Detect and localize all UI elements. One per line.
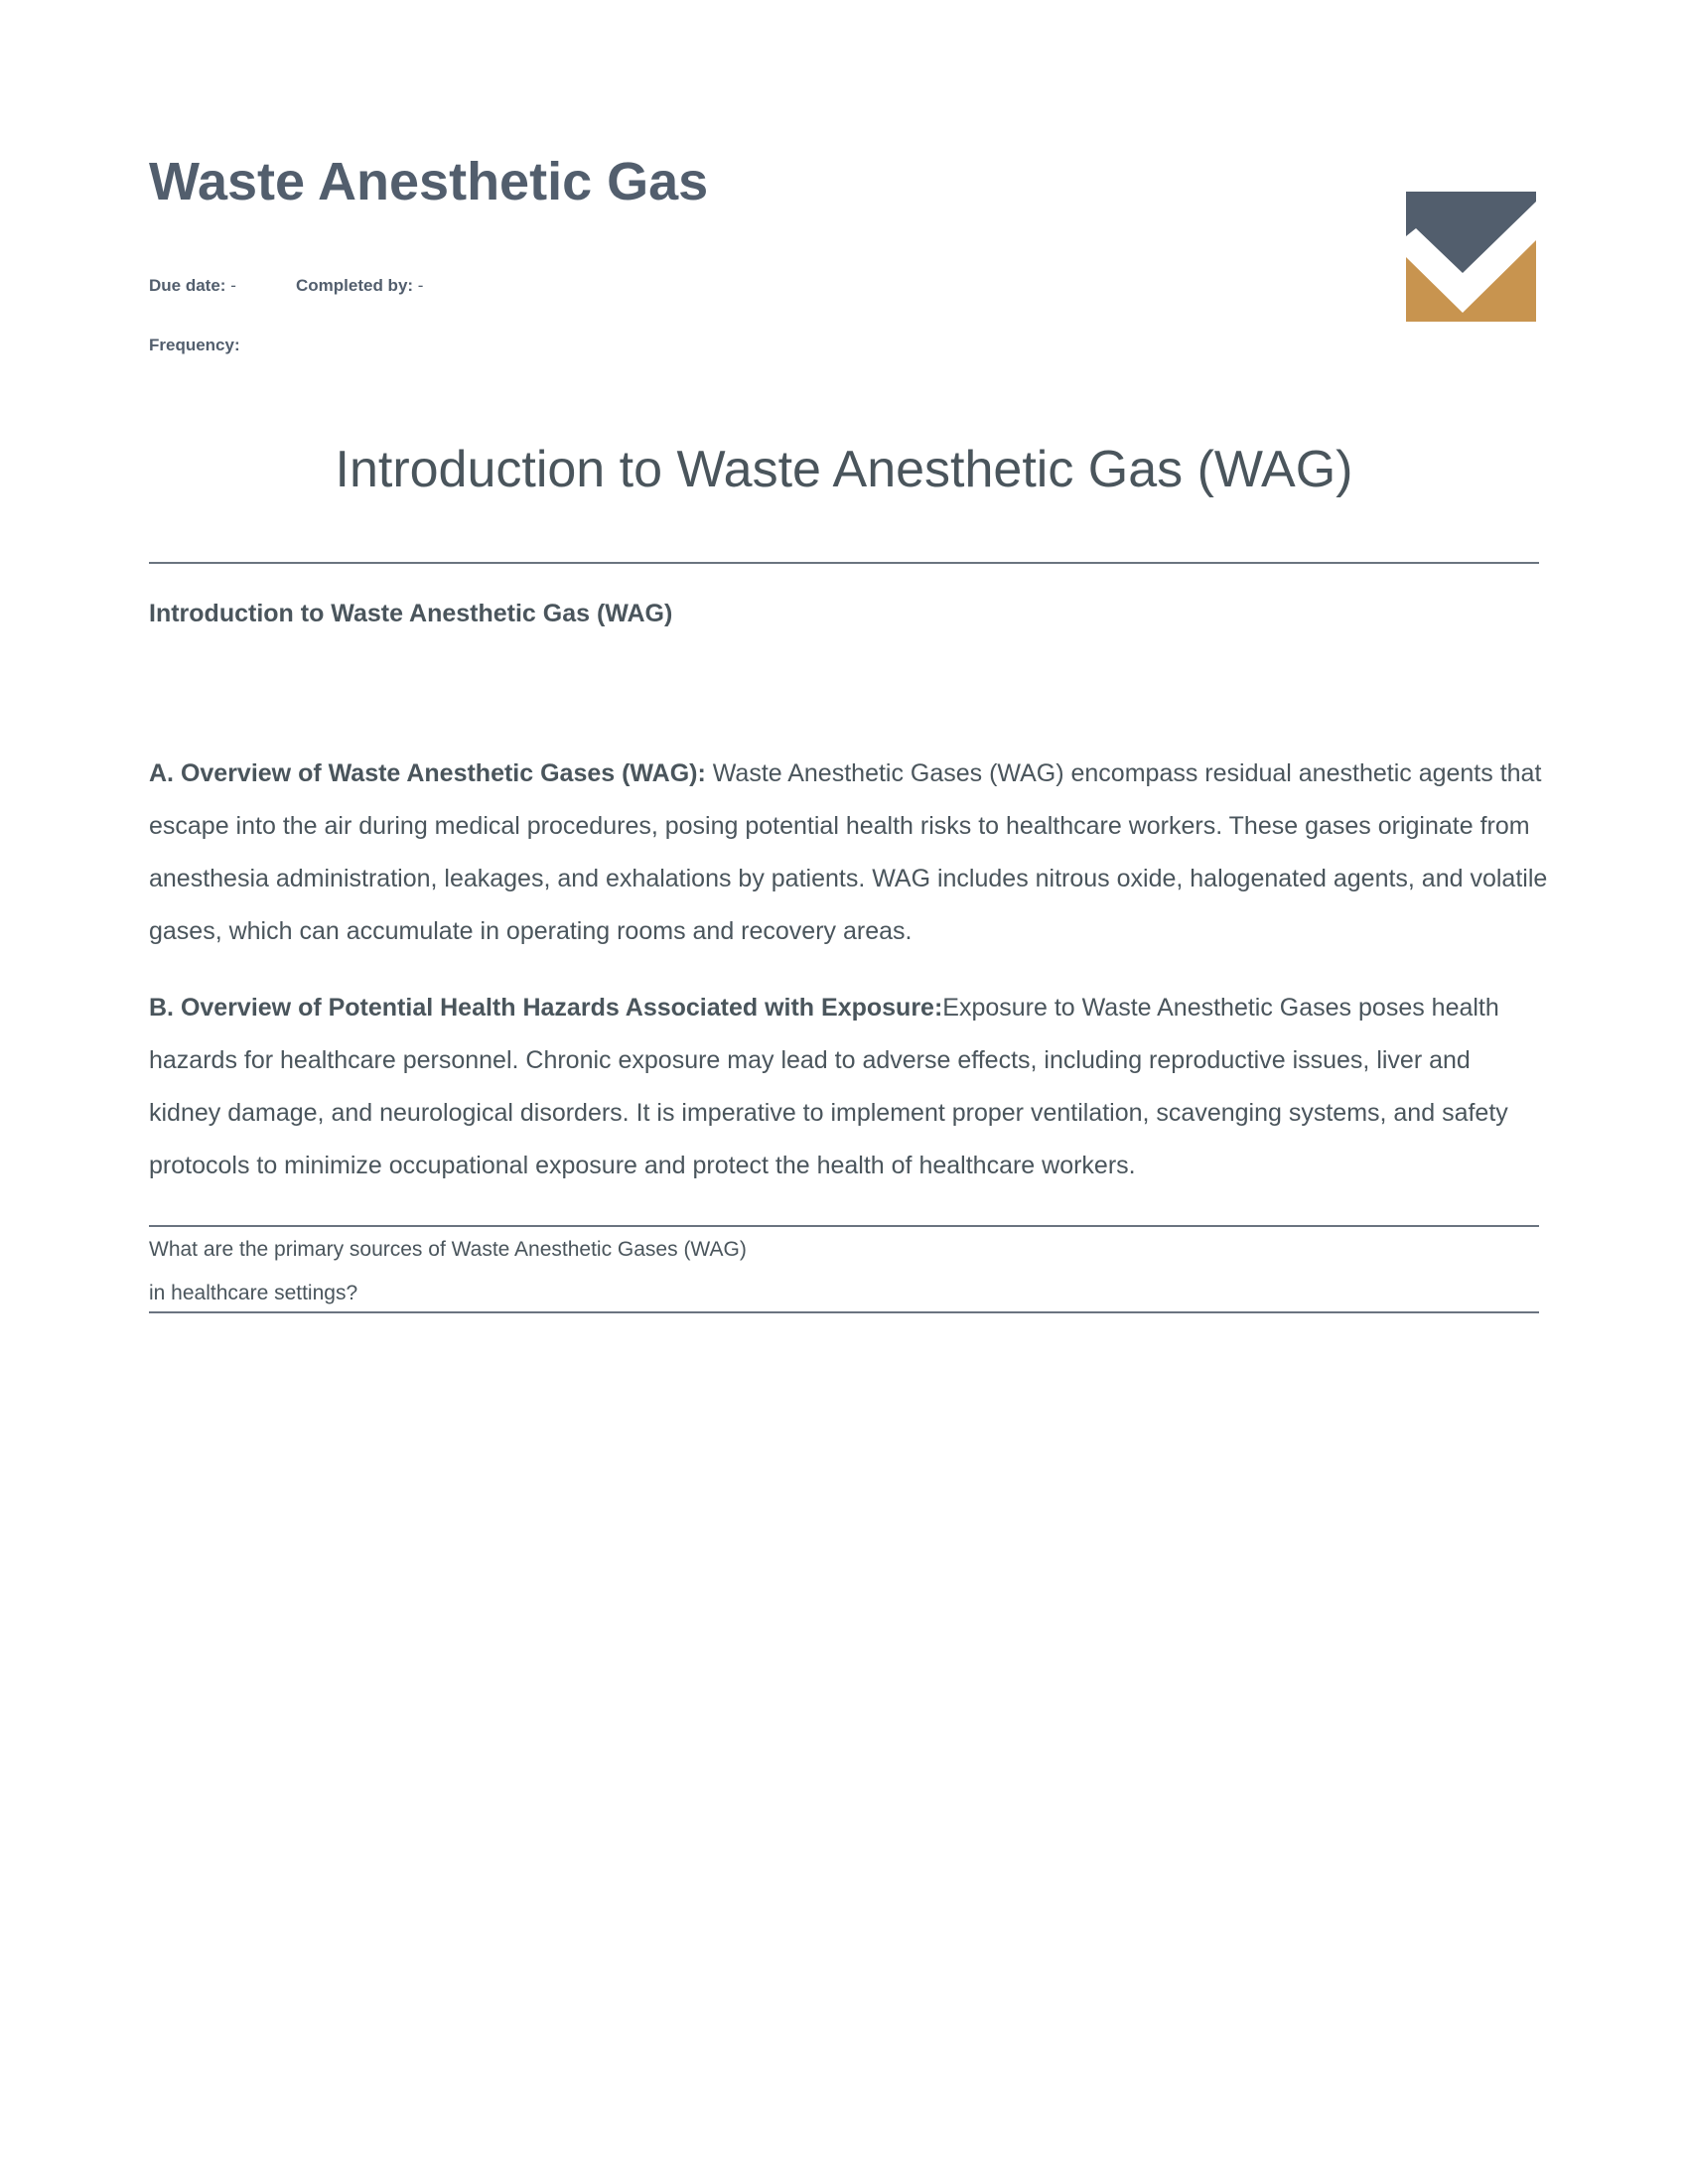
completed-by-field: [296, 276, 423, 296]
due-date-field: [149, 276, 236, 296]
section-heading: Introduction to Waste Anesthetic Gas (WAG): [335, 441, 1353, 498]
paragraph-health-hazards-lead: B. Overview of Potential Health Hazards Associated with Exposure:: [149, 994, 943, 1022]
question-bottom-rule: [149, 1311, 1539, 1313]
frequency-field: [149, 336, 240, 355]
paragraph-overview-text: Waste Anesthetic Gases (WAG) encompass residual anesthetic agents that escape into the air during medical procedures, posing potential health risks to healthcare workers. These gases originate from anesthesia administration, leakages, and exhalations by patients. WAG includes nitrous oxide, halogenated agents, and volatile gases, which can accumulate in operating rooms and recovery areas.: [149, 759, 1548, 945]
question-text-line-1: What are the primary sources of Waste Anesthetic Gases (WAG): [149, 1238, 747, 1261]
section-body: [149, 748, 1549, 1216]
question-text-line-2: in healthcare settings?: [149, 1282, 358, 1304]
frequency-label: Frequency:: [149, 336, 240, 354]
paragraph-overview: [149, 748, 1549, 958]
document-title: Waste Anesthetic Gas: [149, 152, 709, 211]
due-date-label: Due date:: [149, 276, 226, 295]
paragraph-health-hazards: [149, 982, 1549, 1192]
question-item: [149, 1228, 1539, 1315]
paragraph-health-hazards-text: Exposure to Waste Anesthetic Gases poses health hazards for healthcare personnel. Chronic exposure may lead to adverse effects, including reproductive issues, liver and kidney damage, and neurological disorders. It is imperative to implement proper ventilation, scavenging systems, and safety protocols to minimize occupational exposure and protect the health of healthcare workers.: [149, 994, 1508, 1179]
completed-by-value: -: [413, 276, 424, 295]
checkmark-envelope-logo-icon: [1406, 192, 1536, 322]
section-subheading: Introduction to Waste Anesthetic Gas (WAG): [149, 600, 673, 627]
question-top-rule: [149, 1225, 1539, 1227]
due-date-value: -: [225, 276, 236, 295]
section-divider: [149, 562, 1539, 564]
completed-by-label: Completed by:: [296, 276, 414, 295]
paragraph-overview-lead: A. Overview of Waste Anesthetic Gases (WAG):: [149, 759, 706, 787]
